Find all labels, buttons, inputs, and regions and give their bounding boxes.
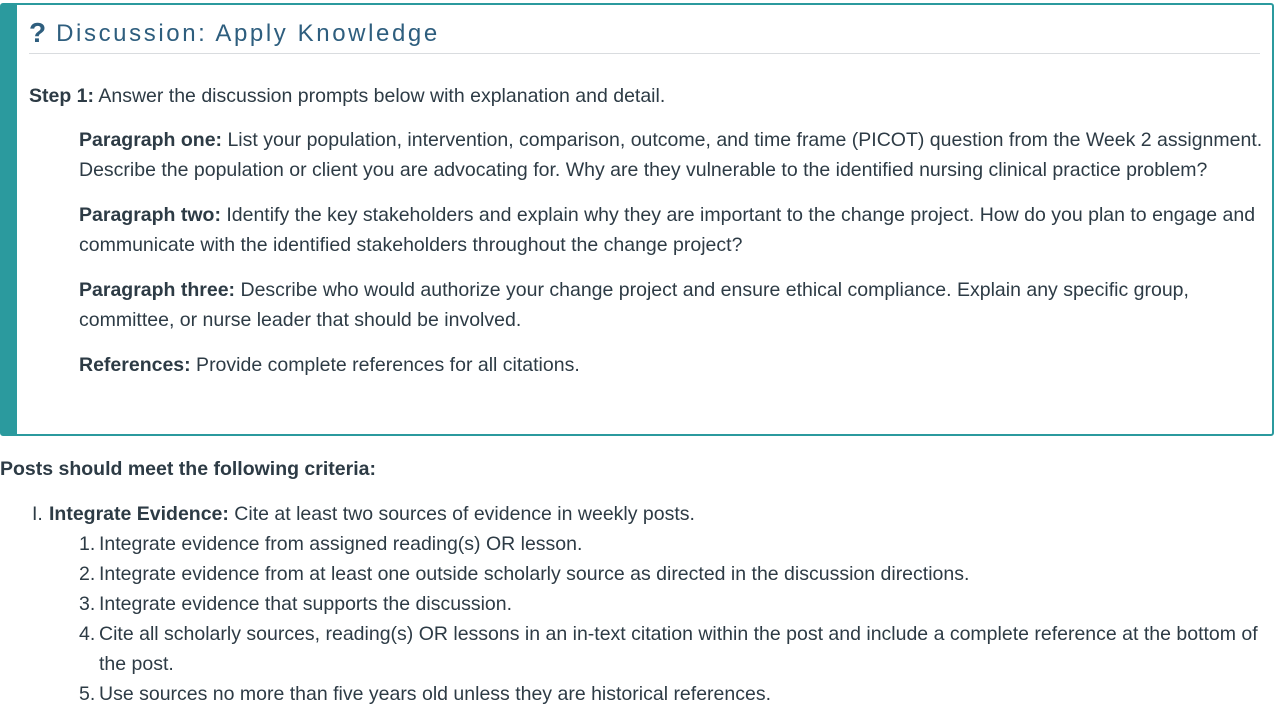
section-numeral: I. [32,503,43,525]
prompt-text: Provide complete references for all citations. [190,354,580,376]
prompt-paragraph-three [79,275,1264,335]
prompt-paragraph-one [79,125,1264,185]
list-item-number: 2. [79,563,96,585]
list-item-number: 5. [79,683,96,705]
list-item-text: Integrate evidence from at least one outside scholarly source as directed in the discussion directions. [99,563,970,585]
prompt-label: Paragraph two: [79,204,221,226]
list-item-text: Cite all scholarly sources, reading(s) OR lessons in an in-text citation within the post and include a complete reference at the bottom of the post. [99,623,1258,675]
prompt-list [79,125,1264,395]
section-label: Integrate Evidence: [49,503,229,525]
list-item [79,559,1272,589]
prompt-text: Describe who would authorize your change project and ensure ethical compliance. Explain any specific group, committee, or nurse leader that should be involved. [79,279,1189,331]
prompt-paragraph-two [79,200,1264,260]
list-item [79,589,1272,619]
list-item [79,619,1272,679]
criteria-heading: Posts should meet the following criteria: [0,458,376,480]
list-item-number: 1. [79,533,96,555]
list-item [79,529,1272,559]
prompt-label: Paragraph three: [79,279,236,301]
panel-title: Discussion: Apply Knowledge [56,20,440,47]
list-item [79,679,1272,709]
discussion-panel [0,3,1274,436]
prompt-label: References: [79,354,191,376]
list-item-text: Integrate evidence from assigned reading(s) OR lesson. [99,533,583,555]
list-item-text: Integrate evidence that supports the discussion. [99,593,513,615]
list-item-number: 3. [79,593,96,615]
step-instruction [29,82,665,110]
prompt-text: List your population, intervention, comparison, outcome, and time frame (PICOT) question from the Week 2 assignment. Describe the population or client you are advocating for. Why are they vulnerable to the identified nursing clinical practice problem? [79,129,1263,181]
prompt-references [79,350,1264,380]
section-heading [49,499,695,529]
panel-header [29,19,1260,54]
question-mark-icon: ? [29,17,47,48]
list-item-text: Use sources no more than five years old unless they are historical references. [99,683,771,705]
criteria-section [32,499,1272,529]
step-label: Step 1: [29,85,95,107]
section-text: Cite at least two sources of evidence in weekly posts. [228,503,695,525]
prompt-text: Identify the key stakeholders and explain why they are important to the change project. How do you plan to engage and communicate with the identified stakeholders throughout the change project? [79,204,1256,256]
step-text: Answer the discussion prompts below with explanation and detail. [94,85,666,107]
list-item-number: 4. [79,623,96,645]
criteria-list [32,499,1272,709]
prompt-label: Paragraph one: [79,129,223,151]
criteria-sub-list [79,529,1272,709]
